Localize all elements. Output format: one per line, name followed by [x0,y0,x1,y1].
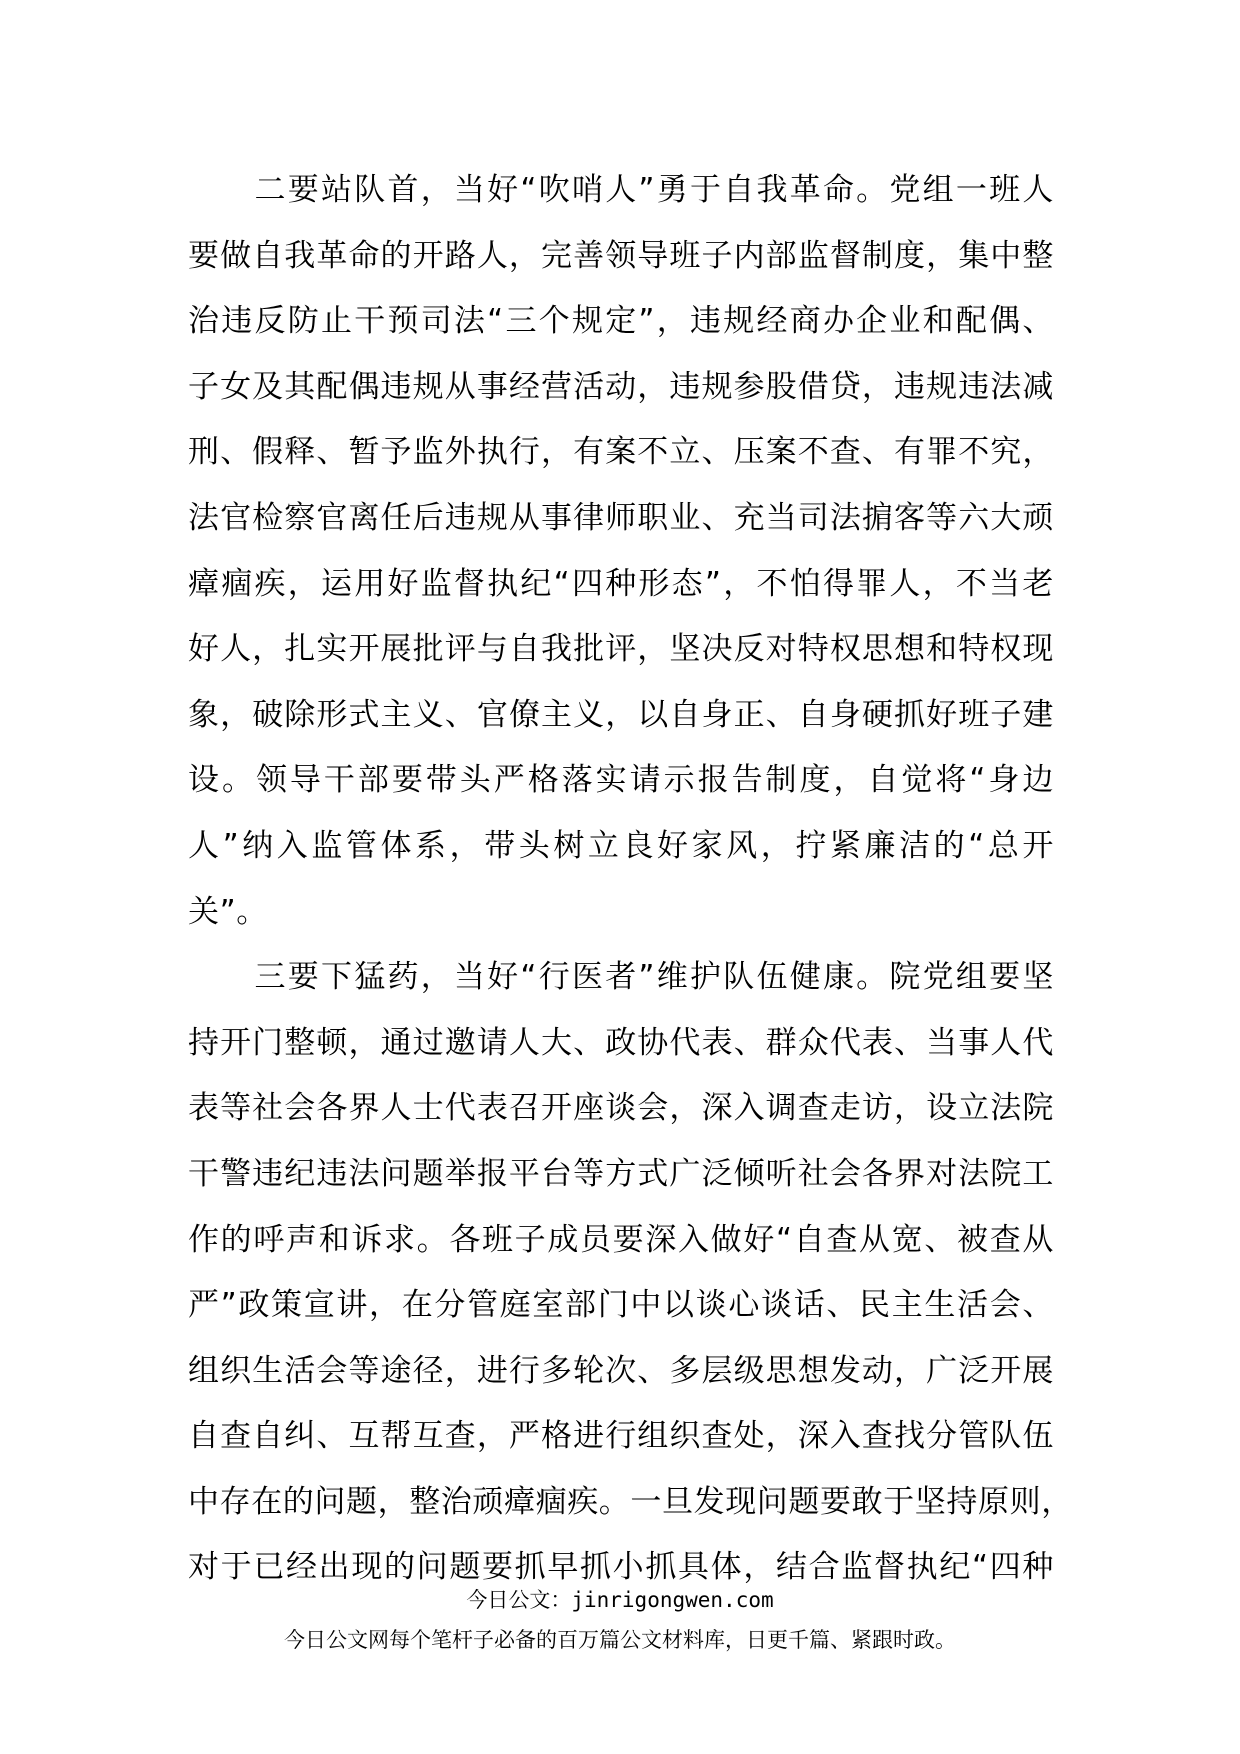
footer-source [0,1584,1240,1614]
text-line: 设。领导干部要带头严格落实请示报告制度，自觉将“身边 [188,762,1054,799]
text-line: 刑、假释、暂予监外执行，有案不立、压案不查、有罪不究， [188,434,1054,471]
footer-site-url[interactable]: jinrigongwen.com [571,1588,774,1612]
text-line: 严”政策宣讲，在分管庭室部门中以谈心谈话、民主生活会、 [188,1287,1054,1324]
text-line: 要做自我革命的开路人，完善领导班子内部监督制度，集中整 [188,237,1054,274]
text-line: 治违反防止干预司法“三个规定”，违规经商办企业和配偶、 [188,303,1054,340]
text-line: 表等社会各界人士代表召开座谈会，深入调查走访，设立法院 [188,1090,1054,1127]
text-line: 子女及其配偶违规从事经营活动，违规参股借贷，违规违法减 [188,368,1054,405]
text-line: 法官检察官离任后违规从事律师职业、充当司法掮客等六大顽 [188,499,1054,536]
text-line: 三要下猛药，当好“行医者”维护队伍健康。院党组要坚 [188,959,1054,996]
text-line: 自查自纠、互帮互查，严格进行组织查处，深入查找分管队伍 [188,1418,1054,1455]
text-line: 瘴痼疾，运用好监督执纪“四种形态”，不怕得罪人，不当老 [188,565,1054,602]
text-line: 持开门整顿，通过邀请人大、政协代表、群众代表、当事人代 [188,1024,1054,1061]
text-line: 作的呼声和诉求。各班子成员要深入做好“自查从宽、被查从 [188,1221,1054,1258]
text-line: 中存在的问题，整治顽瘴痼疾。一旦发现问题要敢于坚持原则， [188,1483,1073,1520]
text-line: 象，破除形式主义、官僚主义，以自身正、自身硬抓好班子建 [188,696,1054,733]
footer-tagline: 今日公文网每个笔杆子必备的百万篇公文材料库，日更千篇、紧跟时政。 [284,1628,956,1652]
text-line: 干警违纪违法问题举报平台等方式广泛倾听社会各界对法院工 [188,1155,1054,1192]
text-line: 组织生活会等途径，进行多轮次、多层级思想发动，广泛开展 [188,1352,1054,1389]
text-line: 对于已经出现的问题要抓早抓小抓具体，结合监督执纪“四种 [188,1549,1054,1586]
text-line: 二要站队首，当好“吹哨人”勇于自我革命。党组一班人 [188,172,1054,208]
text-line: 人”纳入监管体系，带头树立良好家风，拧紧廉洁的“总开 [188,827,1054,864]
footer-site-label: 今日公文： [466,1588,572,1612]
document-body [188,158,1073,1601]
text-line: 关”。 [188,893,268,930]
text-line: 好人，扎实开展批评与自我批评，坚决反对特权思想和特权现 [188,631,1054,668]
